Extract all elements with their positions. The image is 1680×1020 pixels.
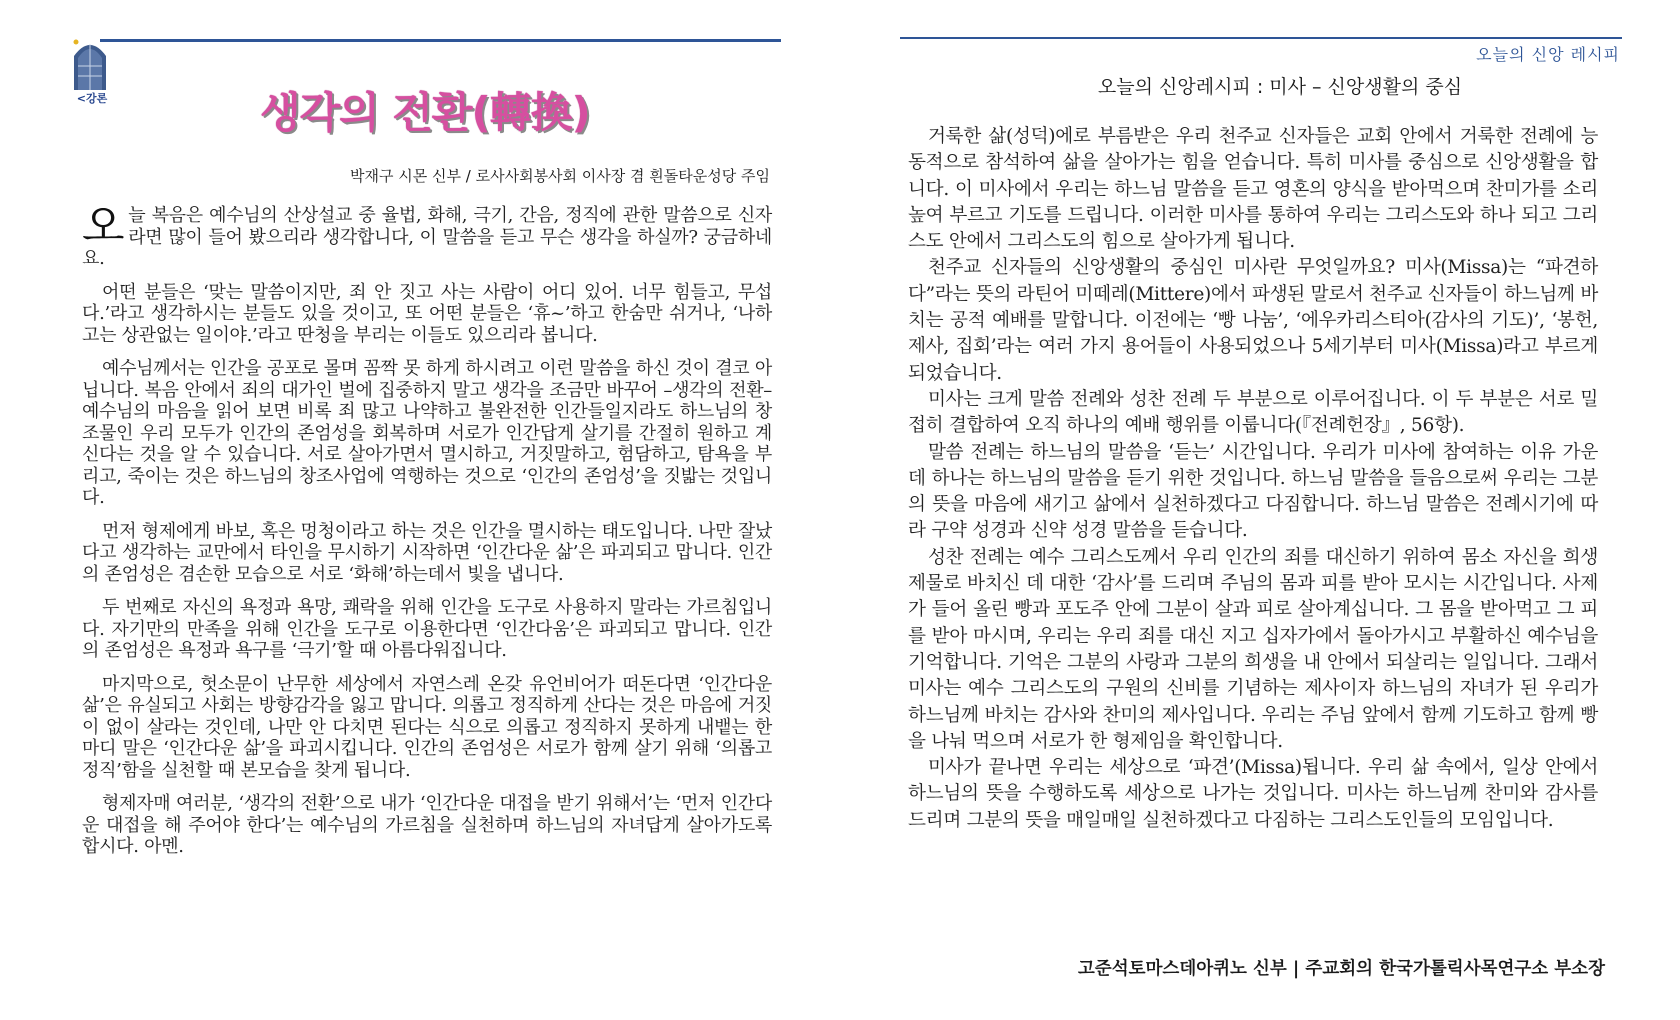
article-author: 고준석토마스데아퀴노 신부 | 주교회의 한국가톨릭사목연구소 부소장: [1077, 959, 1605, 979]
section-caption: <강론: [76, 92, 108, 105]
paragraph: 성찬 전례는 예수 그리스도께서 우리 인간의 죄를 대신하기 위하여 몸소 자신을 희생 제물로 바치신 데 대한 ‘감사’를 드리며 주님의 몸과 피를 받아 모시는 시간입니다. 사제가 들어 올린 빵과 포도주 안에 그분이 살과 피로 살아계십니다. 그 몸을 받아먹고 그 피를 받아 마시며, 우리는 우리 죄를 대신 지고 십자가에서 돌아가시고 부활하신 예수님을 기억합니다. 기억은 그분의 사랑과 그분의 희생을 내 안에서 되살리는 일입니다. 그래서 미사는 예수 그리스도의 구원의 신비를 기념하는 제사이자 하느님의 자녀가 된 우리가 하느님께 바치는 감사와 찬미의 제사입니다. 우리는 주님 앞에서 함께 기도하고 함께 빵을 나눠 먹으며 서로가 한 형제임을 확인합니다.: [908, 546, 1598, 752]
left-page: [0, 0, 820, 1020]
drop-cap: 오: [82, 201, 125, 252]
paragraph: 어떤 분들은 ‘맞는 말씀이지만, 죄 안 짓고 사는 사람이 어디 있어. 너무 힘들고, 무섭다.’라고 생각하시는 분들도 있을 것이고, 또 어떤 분들은 ‘휴~’하고 한숨만 쉬거나, ‘나하고는 상관없는 일이야.’라고 딴청을 부리는 이들도 있으리라 봅니다.: [82, 281, 772, 346]
paragraph: 형제자매 여러분, ‘생각의 전환’으로 내가 ‘인간다운 대접을 받기 위해서’는 ‘먼저 인간다운 대접을 해 주어야 한다’는 예수님의 가르침을 실천하며 하느님의 자녀답게 살아가도록 합시다. 아멘.: [82, 793, 772, 857]
homily-author: 박재구 시몬 신부 / 로사사회봉사회 이사장 겸 흰돌타운성당 주임: [350, 167, 770, 185]
right-page: [880, 0, 1680, 1020]
paragraph: 미사는 크게 말씀 전례와 성찬 전례 두 부분으로 이루어집니다. 이 두 부분은 서로 밀접히 결합하여 오직 하나의 예배 행위를 이룹니다(『전례헌장』, 56항).: [908, 388, 1598, 437]
article-body: [908, 124, 1598, 834]
paragraph: 말씀 전례는 하느님의 말씀을 ‘듣는’ 시간입니다. 우리가 미사에 참여하는 이유 가운데 하나는 하느님의 말씀을 듣기 위한 것입니다. 하느님 말씀을 들음으로써 우리는 그분의 뜻을 마음에 새기고 삶에서 실천하겠다고 다짐합니다. 하느님 말씀은 전례시기에 따라 구약 성경과 신약 성경 말씀을 듣습니다.: [908, 441, 1598, 542]
paragraph: 먼저 형제에게 바보, 혹은 멍청이라고 하는 것은 인간을 멸시하는 태도입니다. 나만 잘났다고 생각하는 교만에서 타인을 무시하기 시작하면 ‘인간다운 삶’은 파괴되고 맙니다. 인간의 존엄성은 겸손한 모습으로 서로 ‘화해’하는데서 빛을 냅니다.: [82, 520, 772, 585]
paragraph: 천주교 신자들의 신앙생활의 중심인 미사란 무엇일까요? 미사(Missa)는 “파견하다”라는 뜻의 라틴어 미떼레(Mittere)에서 파생된 말로서 천주교 신자들이 하느님께 바치는 공적 예배를 말합니다. 이전에는 ‘빵 나눔’, ‘에우카리스티아(감사의 기도)’, ‘봉헌, 제사, 집회’라는 여러 가지 용어들이 사용되었으나 5세기부터 미사(Missa)라고 부르게 되었습니다.: [908, 257, 1598, 384]
homily-body: [82, 201, 772, 870]
paragraph: 거룩한 삶(성덕)에로 부름받은 우리 천주교 신자들은 교회 안에서 거룩한 전례에 능동적으로 참석하여 삶을 살아가는 힘을 얻습니다. 특히 미사를 중심으로 신앙생활을 합니다. 이 미사에서 우리는 하느님 말씀을 듣고 영혼의 양식을 받아먹으며 찬미가를 소리 높여 부르고 기도를 드립니다. 이러한 미사를 통하여 우리는 그리스도와 하나 되고 그리스도 안에서 그리스도의 힘으로 살아가게 됩니다.: [908, 126, 1598, 253]
cathedral-logo-icon: [70, 34, 110, 90]
article-subtitle: 오늘의 신앙레시피 : 미사 – 신앙생활의 중심: [1097, 76, 1463, 98]
homily-title: 생각의 전환(轉換): [260, 88, 590, 137]
section-header-label: 오늘의 신앙 레시피: [1476, 45, 1620, 64]
paragraph: 두 번째로 자신의 욕정과 욕망, 쾌락을 위해 인간을 도구로 사용하지 말라는 가르침입니다. 자기만의 만족을 위해 인간을 도구로 이용한다면 ‘인간다움’은 파괴되고 맙니다. 인간의 존엄성은 욕정과 욕구를 ‘극기’할 때 아름다워집니다.: [82, 597, 772, 661]
paragraph: 오늘 복음은 예수님의 산상설교 중 율법, 화해, 극기, 간음, 정직에 관한 말씀으로 신자라면 많이 들어 봤으리라 생각합니다, 이 말씀을 듣고 무슨 생각을 하실까? 궁금하네요.: [82, 201, 772, 269]
top-divider: [900, 37, 1622, 39]
paragraph: 미사가 끝나면 우리는 세상으로 ‘파견’(Missa)됩니다. 우리 삶 속에서, 일상 안에서 하느님의 뜻을 수행하도록 세상으로 나가는 것입니다. 미사는 하느님께 찬미와 감사를 드리며 그분의 뜻을 매일매일 실천하겠다고 다짐하는 그리스도인들의 모임입니다.: [908, 757, 1598, 831]
top-divider: [100, 39, 781, 42]
paragraph: 예수님께서는 인간을 공포로 몰며 꼼짝 못 하게 하시려고 이런 말씀을 하신 것이 결코 아닙니다. 복음 안에서 죄의 대가인 벌에 집중하지 말고 생각을 조금만 바꾸어 –생각의 전환– 예수님의 마음을 읽어 보면 비록 죄 많고 나약하고 불완전한 인간들일지라도 하느님의 창조물인 우리 모두가 인간의 존엄성을 회복하며 서로가 인간답게 살기를 간절히 원하고 계신다는 것을 알 수 있습니다. 서로 살아가면서 멸시하고, 거짓말하고, 험담하고, 탐욕을 부리고, 죽이는 것은 하느님의 창조사업에 역행하는 것으로 ‘인간의 존엄성’을 짓밟는 것입니다.: [82, 358, 772, 508]
paragraph: 마지막으로, 헛소문이 난무한 세상에서 자연스레 온갖 유언비어가 떠돈다면 ‘인간다운 삶’은 유실되고 사회는 방향감각을 잃고 맙니다. 의롭고 정직하게 산다는 것은 마음에 거짓이 없이 살라는 것인데, 나만 안 다치면 된다는 식으로 의롭고 정직하지 못하게 내뱉는 한 마디 말은 ‘인간다운 삶’을 파괴시킵니다. 인간의 존엄성은 서로가 함께 살기 위해 ‘의롭고 정직’함을 실천할 때 본모습을 찾게 됩니다.: [82, 673, 772, 781]
